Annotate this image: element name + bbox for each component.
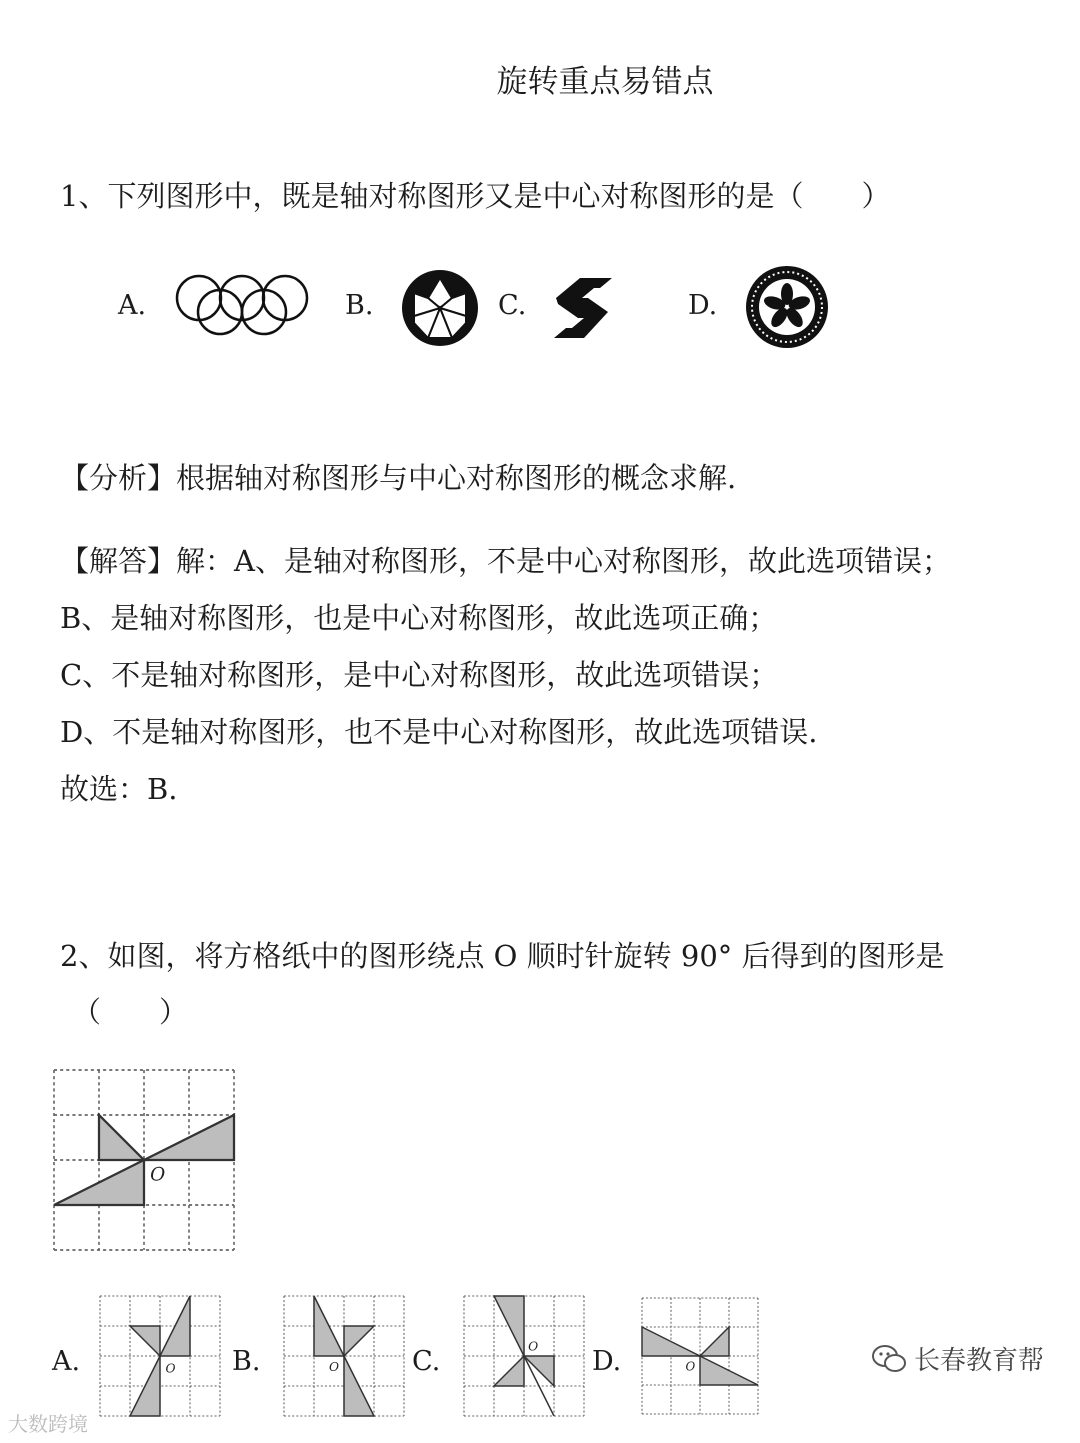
q2-option-b-figure[interactable] <box>284 1296 404 1416</box>
watermark-right-text: 长春教育帮 <box>913 1346 1044 1376</box>
q1-option-d-label: D. <box>688 290 718 321</box>
svg-text:O: O <box>329 1360 340 1374</box>
suzuki-logo-icon <box>550 276 616 340</box>
q2-option-c-label: C. <box>412 1346 441 1377</box>
svg-text:O: O <box>165 1361 176 1376</box>
q2-center-label: O <box>150 1164 166 1186</box>
q2-option-c-figure[interactable] <box>464 1296 584 1416</box>
q2-option-a-figure[interactable] <box>100 1296 220 1416</box>
q2-option-d-figure[interactable] <box>642 1298 758 1414</box>
hong-kong-emblem-icon <box>744 264 830 350</box>
q2-question: 2、如图，将方格纸中的图形绕点 O 顺时针旋转 90° 后得到的图形是 <box>60 939 945 973</box>
q1-option-c-label: C. <box>498 290 527 321</box>
star-of-david-emblem-icon <box>400 268 480 348</box>
olympic-rings-icon <box>172 274 312 336</box>
svg-text:O: O <box>685 1359 696 1374</box>
q2-main-figure <box>54 1070 234 1250</box>
q1-option-a-label: A. <box>118 290 147 321</box>
watermark-left <box>8 1408 88 1437</box>
q1-analysis: 【分析】根据轴对称图形与中心对称图形的概念求解. <box>60 461 737 495</box>
q2-option-d-label: D. <box>592 1346 622 1377</box>
q1-answer-line-5: 故选：B. <box>60 772 178 806</box>
q1-question: 1、下列图形中，既是轴对称图形又是中心对称图形的是（ ） <box>60 179 891 213</box>
q2-option-b-label: B. <box>232 1346 261 1377</box>
q1-option-b-label: B. <box>345 290 374 321</box>
page-title: 旋转重点易错点 <box>496 64 714 100</box>
q1-answer-line-2: B、是轴对称图形，也是中心对称图形，故此选项正确； <box>60 601 778 635</box>
q2-blank: （ ） <box>72 995 189 1029</box>
q1-answer-line-4: D、不是轴对称图形，也不是中心对称图形，故此选项错误. <box>60 715 818 749</box>
watermark-left-text: 大数跨境 <box>8 1412 88 1436</box>
q2-option-a-label: A. <box>52 1346 81 1377</box>
wechat-icon <box>872 1344 906 1374</box>
q1-answer-line-1: 【解答】解：A、是轴对称图形，不是中心对称图形，故此选项错误； <box>60 544 951 578</box>
watermark-right <box>872 1340 1044 1377</box>
q1-answer-line-3: C、不是轴对称图形，是中心对称图形，故此选项错误； <box>60 658 779 692</box>
svg-text:O: O <box>528 1339 539 1354</box>
